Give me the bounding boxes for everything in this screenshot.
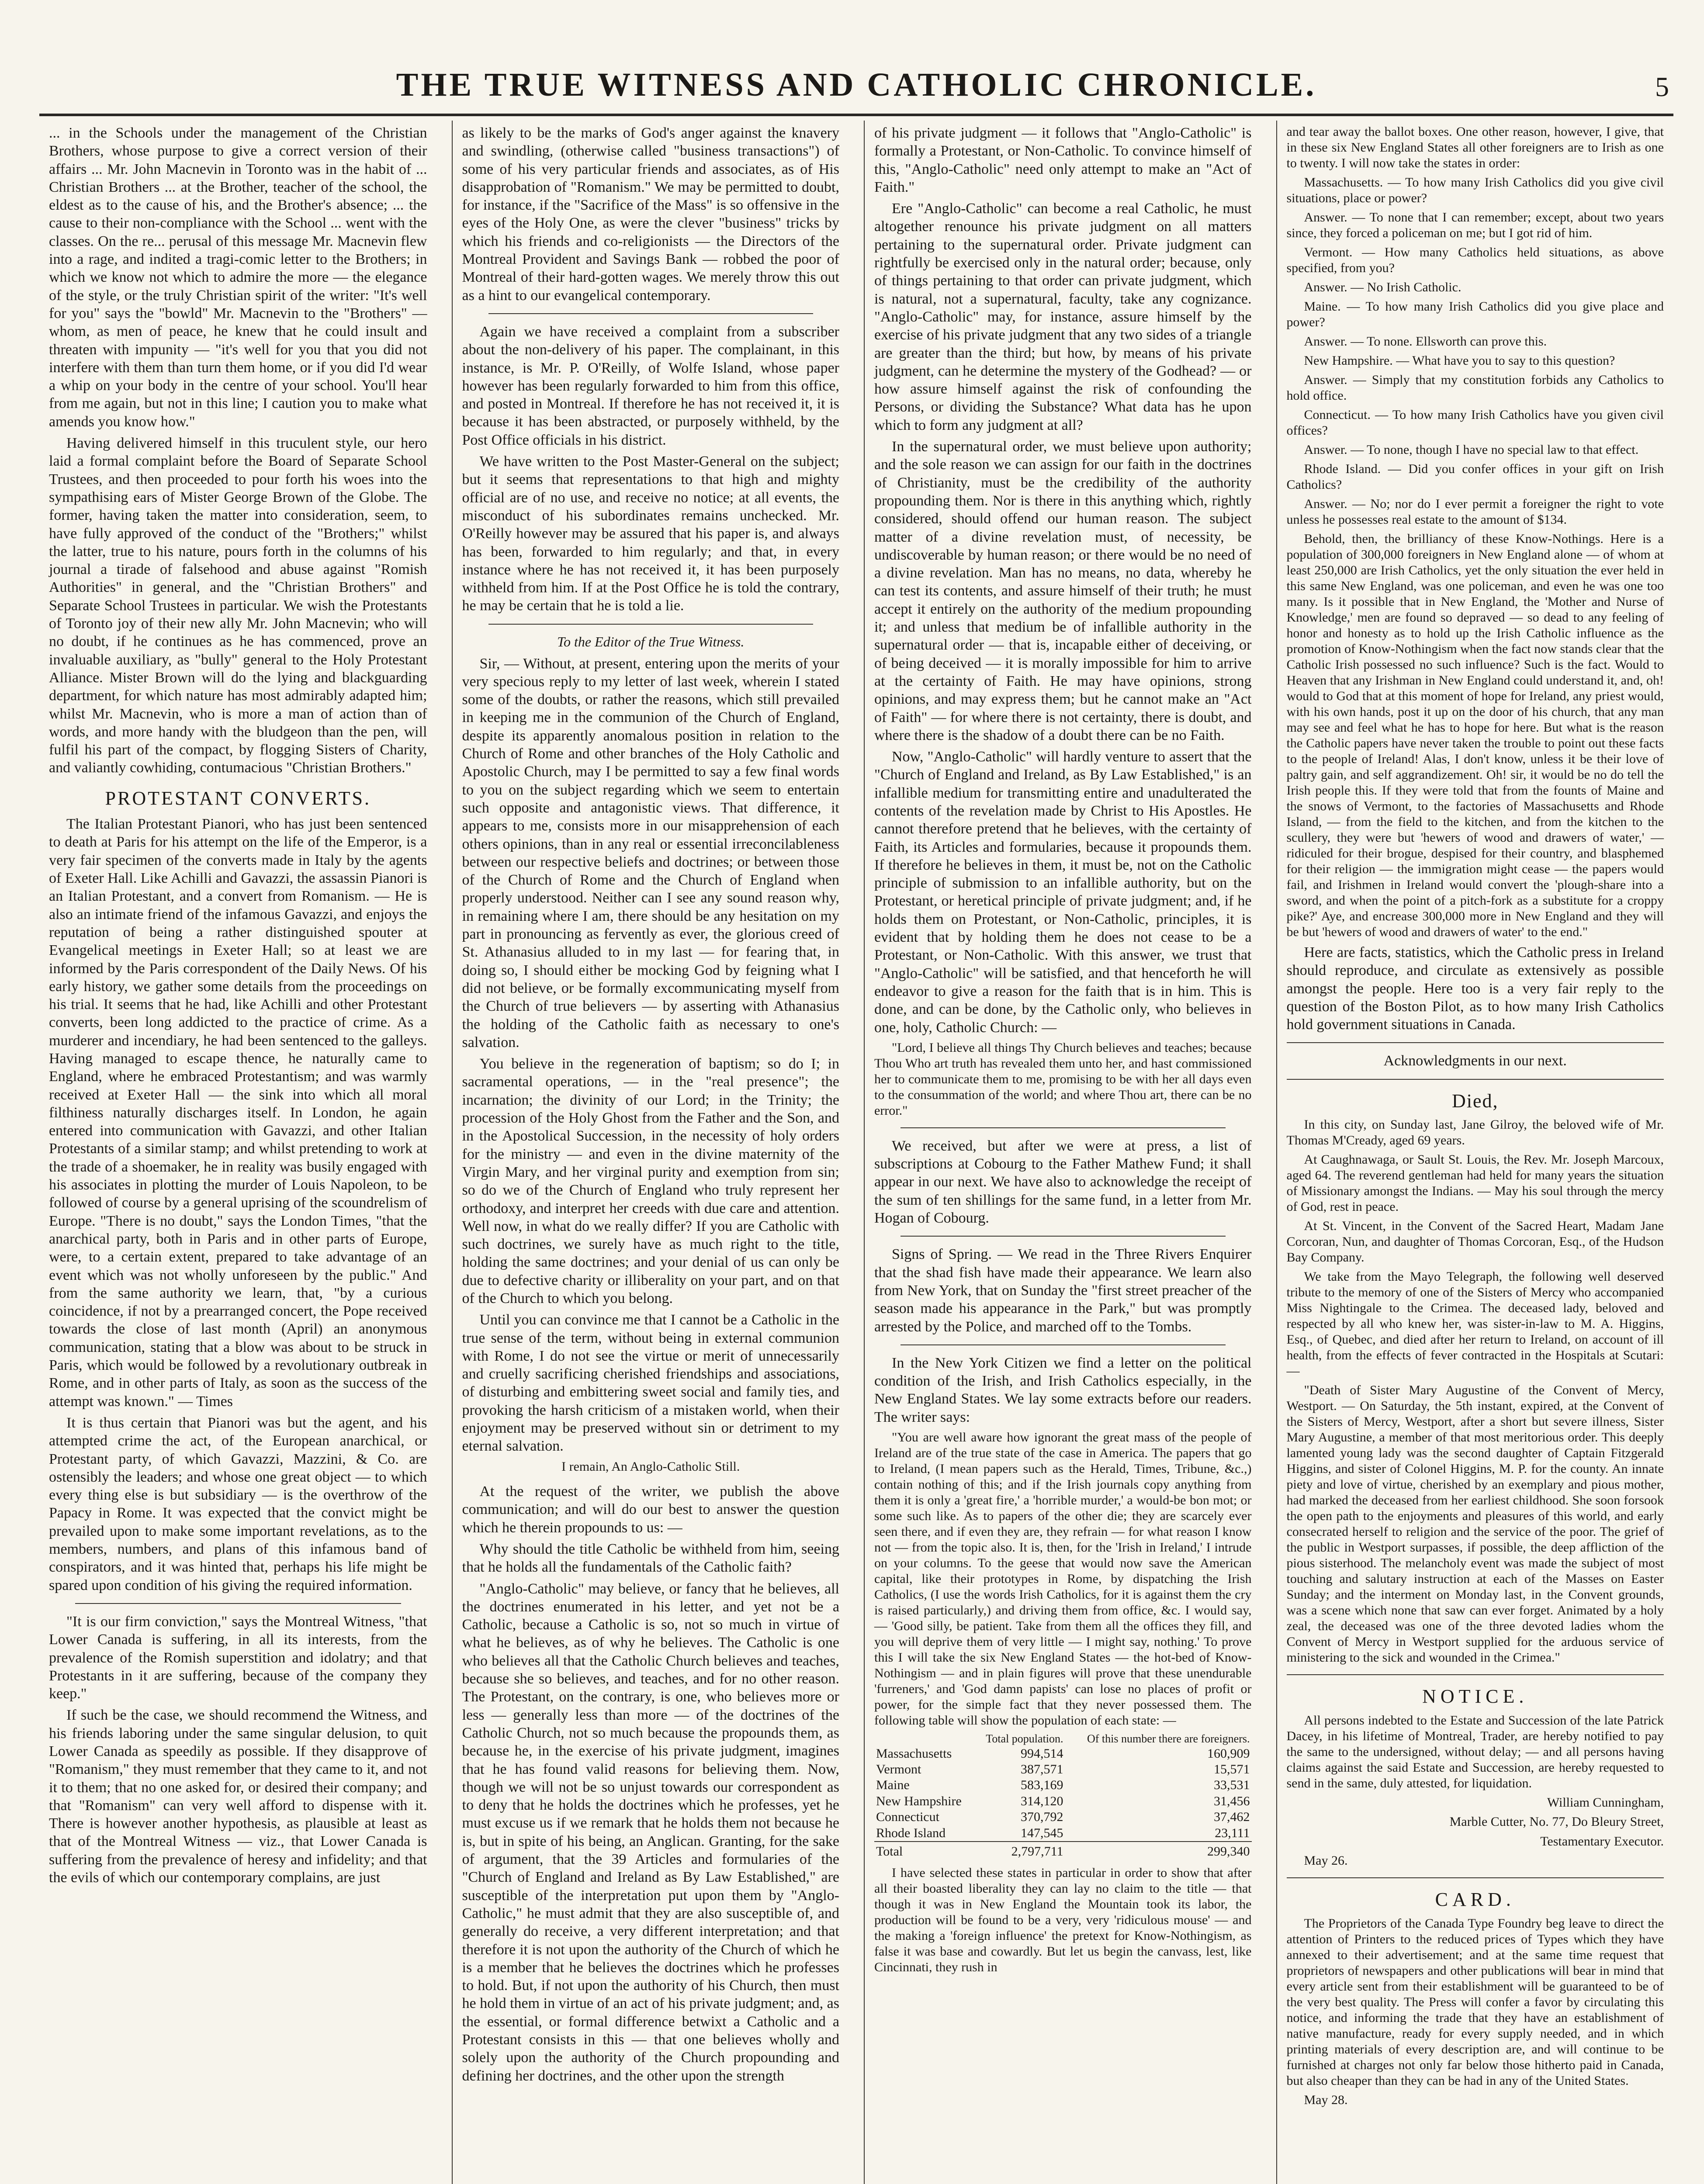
paragraph: as likely to be the marks of God's anger against the knavery and swindling, (otherwise called "business transactions") of some of his very particular friends and associates, as of His disapprobation of "Romanism." We may be permitted to doubt, for instance, if the "Sacrifice of the Mass" is so offensive in the eyes of the Holy One, as were the clever "business" tricks by which his friends and co-religionists — the Directors of the Montreal Provident and Savings Bank — robbed the poor of Montreal of their hard-gotten wages. We merely throw this out as a hint to our evangelical contemporary. <box>462 125 839 304</box>
obituary: At St. Vincent, in the Convent of the Sacred Heart, Madam Jane Corcoran, Nun, and daughter of Thomas Corcoran, Esq., of the Hudson Bay Company. <box>1286 1219 1664 1265</box>
paragraph: In the supernatural order, we must believe upon authority; and the sole reason we can assign for our faith in the doctrines of Christianity, must be the credibility of the authority propounding them. Nor is there in this anything which, rightly considered, should offend our human reason. The subject matter of a divine revelation must, of necessity, be undiscoverable by human reason; or there would be no need of a divine revelation. Man has no means, no data, whereby he can test its contents, and assure himself of their truth; he must accept it entirely on the authority of the medium propounding it; and unless that medium be of infallible authority in the supernatural order — that is, incapable either of deceiving, or of being deceived — it is morally impossible for him to arrive at the certainty of Faith. He may have opinions, strong opinions, and may express them; but he cannot make an "Act of Faith" — for where there is not certainty, there is doubt, and where there is the shadow of a doubt there can be no Faith. <box>874 439 1252 743</box>
notice-signature-name: William Cunningham, <box>1547 1795 1664 1810</box>
paragraph: ... in the Schools under the management of the Christian Brothers, whose purpose to give a correct version of their affairs ... Mr. John Macnevin in Toronto was in the habit of ... Christian Brothers ... at the Brother, teacher of the school, the eldest as to the cause of his, and the Brother's absence; ... the cause to their non-compliance with the School ... went with the classes. On the re... perusal of this message Mr. Macnevin flew into a rage, and indited a tragi-comic letter to the Brothers; in which we know not which to admire the more — the elegance of the style, or the truly Christian spirit of the writer: "It's well for you" says the "bowld" Mr. Macnevin to the "Brothers" — whom, as men of peace, he knew that he could insult and threaten with impunity — "it's well for you that you did not interfere with them than turn them home, or if you did I'd wear a whip on your body in the centre of your school. You'll hear from me again, but not in this line; I caution you to make what amends you know how." <box>49 125 427 430</box>
table-cell: Total <box>874 1842 974 1859</box>
table-cell: 314,120 <box>1021 1794 1063 1808</box>
paragraph: "It is our firm conviction," says the Montreal Witness, "that Lower Canada is suffering, in all its interests, from the prevalence of the Romish superstition and idolatry; and that Protestants in it are suffering, because of the company they keep." <box>49 1613 427 1702</box>
qa-line: Connecticut. — To how many Irish Catholics have you given civil offices? <box>1286 408 1664 438</box>
paragraph: Why should the title Catholic be withheld from him, seeing that he holds all the fundamentals of the Catholic faith? <box>462 1541 839 1576</box>
table-cell: 37,462 <box>1214 1810 1250 1825</box>
table-row <box>874 1794 1252 1809</box>
divider <box>75 1603 401 1604</box>
masthead <box>39 26 1673 116</box>
notice-date: May 26. <box>1304 1853 1348 1868</box>
table-cell: 2,797,711 <box>974 1842 1065 1859</box>
qa-line: Answer. — No; nor do I ever permit a foreigner the right to vote unless he possesses real estate to the amount of $134. <box>1286 497 1664 527</box>
section-heading: PROTESTANT CONVERTS. <box>105 787 371 809</box>
table-row <box>874 1746 1252 1762</box>
obituary: In this city, on Sunday last, Jane Gilroy, the beloved wife of Mr. Thomas M'Cready, aged 69 years. <box>1286 1117 1664 1148</box>
qa-line: Massachusetts. — To how many Irish Catholics did you give civil situations, place or power? <box>1286 175 1664 205</box>
table-cell: Rhode Island <box>876 1825 946 1840</box>
obituary: At Caughnawaga, or Sault St. Louis, the Rev. Mr. Joseph Marcoux, aged 64. The reverend gentleman had held for many years the situation of Missionary amongst the Indians. — May his soul through the mercy of God, rest in peace. <box>1286 1152 1664 1214</box>
qa-line: Answer. — To none, though I have no special law to that effect. <box>1304 442 1639 457</box>
column-3 <box>864 121 1261 2184</box>
notice-signature-role: Testamentary Executor. <box>1540 1834 1664 1849</box>
obituary: "Death of Sister Mary Augustine of the Convent of Mercy, Westport. — On Saturday, the 5th instant, expired, at the Convent of the Sisters of Mercy, Westport, after a short but severe illness, Sister Mary Augustine, a member of that most meritorious order. This deeply lamented young lady was the second daughter of Captain Fitzgerald Higgins, and sister of Colonel Higgins, M. P. for the county. An innate piety and love of virtue, cherished by an exemplary and pious mother, had marked the deceased from her earliest childhood. She soon forsook the open path to the enjoyments and pleasures of this world, and early consecrated herself to religion and the service of the poor. The grief of the public in Westport surpasses, if possible, the deep affliction of the pious sisterhood. The melancholy event was made the subject of most touching and salutary instruction at each of the Masses on Easter Sunday; and the interment on Monday last, in the Convent grounds, was a scene which none that saw can ever forget. Animated by a holy zeal, the deceased was one of the three devoted ladies whom the Convent of Mercy in Westport supplied for the arduous service of ministering to the sick and wounded in the Crimea." <box>1286 1383 1664 1665</box>
table-cell: 387,571 <box>1021 1762 1063 1777</box>
divider <box>900 1236 1226 1237</box>
card-text: The Proprietors of the Canada Type Foundry beg leave to direct the attention of Printers to the reduced prices of Types which they have annexed to their advertisement; and at the same time request that proprietors of newspapers and other publications will bear in mind that every article sent from their establishment will be guaranteed to be of the very best quality. The Press will confer a favor by circulating this notice, and informing the trade that they have an establishment of native manufacture, ready for every supply needed, and in which printing materials of every description are, and will continue to be furnished at charges not only far below those hitherto paid in Canada, but also cheaper than they can be had in any of the United States. <box>1286 1916 1664 2088</box>
table-cell: 15,571 <box>1214 1762 1250 1777</box>
table-cell: 33,531 <box>1214 1778 1250 1793</box>
paragraph: Sir, — Without, at present, entering upon the merits of your very specious reply to my letter of last week, wherein I stated some of the doubts, or rather the reasons, which still prevailed in keeping me in the communion of the Church of England, despite its apparently anomalous position in relation to the Church of Rome and other branches of the Holy Catholic and Apostolic Church, may I be permitted to say a few final words to you on the subject regarding which we seem to entertain such opposite and antagonistic views. That difference, it appears to me, consists more in our misapprehension of each others opinions, than in any real or essential irreconcilableness between our respective beliefs and doctrines; or between those of the Church of Rome and the Church of England when properly understood. Neither can I see any sound reason why, in remaining where I am, there should be any hesitation on my part in pronouncing as fervently as ever, the glorious creed of St. Athanasius alluded to in my last — for fearing that, in doing so, I should either be mocking God by feigning what I did not believe, or be formally excommunicating myself from the Church of true believers — by asserting with Athanasius the holding of the Catholic faith as necessary to one's salvation. <box>462 655 839 1051</box>
table-row <box>874 1809 1252 1825</box>
paragraph: Until you can convince me that I cannot be a Catholic in the true sense of the term, without being in external communion with Rome, I do not see the virtue or merit of unnecessarily and cruelly sacrificing cherished friendships and associations, of disturbing and embittering sweet social and family ties, and provoking the harsh criticism of a mistaken world, when their enjoyment may be preserved without sin or detriment to my eternal salvation. <box>462 1312 839 1455</box>
paragraph: If such be the case, we should recommend the Witness, and his friends laboring under the same singular delusion, to quit Lower Canada as speedily as possible. If they disapprove of "Romanism," they must remember that they came to it, and not it to them; that no one asked for, or desired their company; and that "Romanism" can very well afford to dispense with it. There is however another hypothesis, as plausible at least as that of the Montreal Witness — viz., that Lower Canada is suffering from the prevalence of heresy and infidelity; and that the evils of which our contemporary complains, are just <box>49 1707 427 1886</box>
table-header <box>874 1732 974 1746</box>
table-cell: 147,545 <box>1021 1825 1063 1840</box>
table-cell: New Hampshire <box>876 1794 962 1808</box>
paragraph: Now, "Anglo-Catholic" will hardly venture to assert that the "Church of England and Ireland, as By Law Established," is an infallible medium for transmitting entire and unadulterated the contents of the revelation made by Christ to His Apostles. He cannot therefore pretend that he believes, with the certainty of Faith, its Articles and formularies, because it propounds them. If therefore he believes in them, it must be, not on the Catholic principle of submission to an infallible authority, but on the Protestant, or heretical principle of private judgment; and, if he holds them on Protestant, or Non-Catholic, principles, it is evident that by holding them he does not cease to be a Protestant, or Non-Catholic. With this answer, we trust that "Anglo-Catholic" will be satisfied, and that henceforth he will endeavor to give a reason for the faith that is in him. This is done, and can be done, by the Catholic only, who believes in one, holy, Catholic Church: — <box>874 749 1252 1036</box>
paragraph: Signs of Spring. — We read in the Three Rivers Enquirer that the shad fish have made their appearance. We learn also from New York, that on Sunday the "first street preacher of the season made his appearance in the Park," but was promptly arrested by the Police, and marched off to the Tombs. <box>874 1246 1252 1335</box>
quoted-prayer: "Lord, I believe all things Thy Church believes and teaches; because Thou Who art truth has revealed them unto her, and hast commissioned her to communicate them to me, promising to be with her all days even to the consummation of the world; and where Thou art, there can be no error." <box>874 1040 1252 1118</box>
table-cell: Connecticut <box>876 1810 939 1825</box>
table-cell: Vermont <box>876 1762 921 1777</box>
paragraph: It is thus certain that Pianori was but the agent, and his attempted crime the act, of the European anarchical, or Protestant party, of which Gavazzi, Mazzini, & Co. are ostensibly the leaders; and whose one great object — to which every thing else is but subsidiary — is the overthrow of the Papacy in Rome. It was expected that the convict might be prevailed upon to make some important revelations, as to the members, numbers, and plans of this infamous band of conspirators, and it was hinted that, perhaps his life might be spared upon condition of his giving the required information. <box>49 1414 427 1593</box>
paragraph: Ere "Anglo-Catholic" can become a real Catholic, he must altogether renounce his private judgment on all matters pertaining to the supernatural order. Private judgment can rightfully be exercised only in the natural order; because, only of things pertaining to that order can private judgment, which is natural, not a supernatural, faculty, take any cognizance. "Anglo-Catholic" may, for instance, assure himself by the exercise of his private judgment that any two sides of a triangle are greater than the third; but how, by means of his private judgment, can he determine the mystery of the Godhead? — or how assure himself against the risk of confounding the Persons, or dividing the Substance? What data has he upon which to form any judgment at all? <box>874 200 1252 433</box>
notice-heading: NOTICE. <box>1422 1686 1528 1707</box>
newspaper-title: THE TRUE WITNESS AND CATHOLIC CHRONICLE. <box>396 66 1317 103</box>
table-cell: 994,514 <box>1021 1746 1063 1761</box>
paragraph: and tear away the ballot boxes. One other reason, however, I give, that in these six New England States all other foreigners are to Irish as one to twenty. I will now take the states in order: <box>1286 124 1664 170</box>
divider <box>1287 1674 1664 1675</box>
table-header: Total population. <box>986 1732 1063 1745</box>
paragraph: We have written to the Post Master-General on the subject; but it seems that representations to that high and mighty official are of no use, and receive no notice; at all events, the misconduct of his subordinates remains unchecked. Mr. O'Reilly however may be assured that his paper is, and always has been, forwarded to him regularly; and that, in every instance where he has not received it, it has been purposely withheld from him. If at the Post Office he is told the contrary, he may be certain that he is told a lie. <box>462 453 839 614</box>
qa-line: Answer. — Simply that my constitution forbids any Catholics to hold office. <box>1286 373 1664 403</box>
table-cell: Massachusetts <box>876 1746 952 1761</box>
paragraph: "Anglo-Catholic" may believe, or fancy that he believes, all the doctrines enumerated in his letter, and yet not be a Catholic, because a Catholic is so, not so much in virtue of what he believes, as of why he believes. The Catholic is one who believes all that the Catholic Church believes and teaches, because she so believes, and teaches, and for no other reason. The Protestant, on the contrary, is one, who believes more or less — generally less than more — of the doctrines of the Catholic Church, not so much because the propounds them, as because he, in the exercise of his private judgment, imagines that he has found valid reasons for believing them. Now, though we will not be so unjust towards our correspondent as to deny that he holds the doctrines which he professes, yet he must excuse us if we remark that he holds them not because he is, but in spite of his being, an Anglican. Granting, for the sake of argument, that the 39 Articles and formularies of the "Church of England and Ireland as By Law Established," are susceptible of the interpretation put upon them by "Anglo-Catholic," he must admit that they are also susceptible of, and generally do receive, a very different interpretation; and that therefore it is not upon the authority of the Church of which he is a member that he believes the doctrines which he professes to hold. But, if not upon the authority of his Church, then must he hold them in virtue of an act of his private judgment; and, as the essential, or formal difference betwixt a Catholic and a Protestant consists in this — that one believes wholly and solely upon the authority of the Church propounding and defining her doctrines, and the other upon the strength <box>462 1580 839 2084</box>
paragraph: of his private judgment — it follows that "Anglo-Catholic" is formally a Protestant, or Non-Catholic. To convince himself of this, "Anglo-Catholic" need only attempt to make an "Act of Faith." <box>874 125 1252 195</box>
paragraph: The Italian Protestant Pianori, who has just been sentenced to death at Paris for his attempt on the life of the Emperor, is a very fair specimen of the converts made in Italy by the agents of Exeter Hall. Like Achilli and Gavazzi, the assassin Pianori is an Italian Protestant, and a convert from Romanism. — He is also an intimate friend of the infamous Gavazzi, and enjoys the reputation of being a rather distinguished spouter at Evangelical meetings in Exeter Hall; so at least we are informed by the Paris correspondent of the Daily News. Of his early history, we gather some details from the proceedings on his trial. It seems that he had, like Achilli and other Protestant converts, been long addicted to the practice of crime. As a murderer and incendiary, he had been sentenced to the galleys. Having managed to escape thence, he naturally came to England, where he embraced Protestantism; and was warmly received at Exeter Hall — the sink into which all moral filthiness naturally discharges itself. In London, he again entered into communication with Gavazzi, and other Italian Protestants of a similar stamp; and whilst pretending to work at the trade of a shoemaker, he in reality was busily engaged with his associates in plotting the murder of Louis Napoleon, to be followed of course by a general uprising of the scoundrelism of Europe. "There is no doubt," says the London Times, "that the anarchical party, both in Paris and in other parts of Europe, were, to a certain extent, prepared to take advantage of an event which was not wholly unforeseen by the public." And from the same authority we learn, that, "by a curious coincidence, if not by a prearranged concert, the Pope received towards the close of last month (April) an anonymous communication, stating that a blow was about to be struck in Paris, which would be followed by a revolutionary outbreak in Rome, and in other parts of Italy, as soon as the success of the attempt was known." — Times <box>49 816 427 1410</box>
obituary: We take from the Mayo Telegraph, the following well deserved tribute to the memory of one of the Sisters of Mercy who accompanied Miss Nightingale to the Crimea. The deceased lady, beloved and respected by all who knew her, was sister-in-law to M. A. Higgins, Esq., of Quebec, and died after her return to Ireland, on account of ill health, from the effects of fever contracted in the Hospitals at Scutari: — <box>1286 1269 1664 1379</box>
paragraph: Behold, then, the brilliancy of these Know-Nothings. Here is a population of 300,000 foreigners in New England alone — of whom at least 250,000 are Irish Catholics, yet the only situation the ever held in this same New England, was one policeman, and even he was one too many. Is it possible that in New England, the 'Mother and Nurse of Knowledge,' men are found so depraved — so dead to any feeling of honor and honesty as to hold up the Irish Catholic influence as the promotion of Know-Nothingism when the fact now stands clear that the Catholic Irish possessed no such influence? Such is the fact. Would to Heaven that any Irishman in New England could understand it, and, oh! would to God that at this moment of hope for Ireland, any priest would, with his own hands, post it up on the door of his church, that any man may see and feel what he has to hope for here. But what is the reason the Catholic papers have never taken the trouble to point out these facts to the people of Ireland! Alas, I don't know, unless it be their love of paltry gain, and self aggrandizement. Oh! sir, it would be no do tell the Irish people this. If they were told that from the founts of Maine and the snows of Vermont, to the factories of Massachusetts and Rhode Island, — from the field to the kitchen, and from the kitchen to the scullery, they were but 'hewers of wood and drawers of water,' — ridiculed for their brogue, despised for their country, and blasphemed for their religion — the immigration might cease — the papers would fail, and Irishmen in Ireland would convert the 'plough-share into a sword, and when the point of a pitch-fork as a substitute for a croppy pike?' Aye, and encrease 300,000 more in New England and they will be but 'hewers of wood and drawers of water' to the end." <box>1286 532 1664 939</box>
died-heading: Died, <box>1451 1090 1499 1112</box>
qa-line: Vermont. — How many Catholics held situations, as above specified, from you? <box>1286 245 1664 275</box>
column-1 <box>39 121 437 2184</box>
table-row <box>874 1777 1252 1793</box>
qa-line: New Hampshire. — What have you to say to this question? <box>1304 353 1615 368</box>
letter-signoff: I remain, An Anglo-Catholic Still. <box>561 1459 740 1474</box>
paragraph: In the New York Citizen we find a letter on the political condition of the Irish, and Irish Catholics especially, in the New England States. We lay some extracts before our readers. The writer says: <box>874 1355 1252 1425</box>
letter-heading: To the Editor of the True Witness. <box>557 633 745 650</box>
paragraph: I have selected these states in particular in order to show that after all their boasted liberality they can lay no claim to the title — that though it was in New England the Mountain took its labor, the production will be found to be a very, very 'ridiculous mouse' — and the making a 'foreign influence' the pretext for Know-Nothingism, as false it was base and cowardly. But let us begin the canvass, lest, like Cincinnati, they rush in <box>874 1865 1252 1974</box>
qa-line: Maine. — To how many Irish Catholics did you give place and power? <box>1286 299 1664 329</box>
acknowledgments-line: Acknowledgments in our next. <box>1383 1053 1567 1069</box>
population-table <box>874 1732 1252 1860</box>
paragraph: At the request of the writer, we publish the above communication; and will do our best to answer the question which he therein propounds to us: — <box>462 1483 839 1536</box>
qa-line: Answer. — No Irish Catholic. <box>1304 280 1462 294</box>
column-4 <box>1276 121 1674 2184</box>
divider <box>1287 1079 1664 1080</box>
paragraph: Here are facts, statistics, which the Catholic press in Ireland should reproduce, and circulate as extensively as possible amongst the people. Here too is a very fair reply to the question of the Boston Pilot, as to how many Irish Catholics hold government situations in Canada. <box>1286 944 1664 1033</box>
table-row <box>874 1762 1252 1777</box>
qa-line: Answer. — To none. Ellsworth can prove this. <box>1304 334 1547 349</box>
page-number: 5 <box>1655 71 1669 102</box>
table-header: Of this number there are foreigners. <box>1087 1732 1250 1745</box>
divider <box>488 624 814 625</box>
card-heading: CARD. <box>1435 1889 1515 1911</box>
table-total-row <box>874 1842 1252 1859</box>
table-cell: 160,909 <box>1207 1746 1250 1761</box>
table-cell: 583,169 <box>1021 1778 1063 1793</box>
table-row <box>874 1825 1252 1842</box>
table-cell: Maine <box>876 1778 910 1793</box>
paragraph: We received, but after we were at press, a list of subscriptions at Cobourg to the Father Mathew Fund; it shall appear in our next. We have also to acknowledge the receipt of the sum of ten shillings for the same fund, in a letter from Mr. Hogan of Cobourg. <box>874 1137 1252 1227</box>
table-cell: 299,340 <box>1065 1842 1252 1859</box>
card-date: May 28. <box>1304 2092 1348 2107</box>
divider <box>1287 1042 1664 1043</box>
divider <box>488 313 814 314</box>
paragraph: Again we have received a complaint from a subscriber about the non-delivery of his paper. The complainant, in this instance, is Mr. P. O'Reilly, of Wolfe Island, whose paper however has been regularly forwarded to him from this office, and posted in Montreal. If therefore he has not received it, it is because it has been abstracted, or purposely withheld, by the Post Office officials in his district. <box>462 323 839 448</box>
paragraph: "You are well aware how ignorant the great mass of the people of Ireland are of the true state of the case in America. The papers that go to Ireland, (I mean papers such as the Herald, Times, Tribune, &c.,) contain nothing of this; and if the Irish journals copy anything from them it is only a 'great fire,' a 'horrible murder,' a would-be bon mot; or some such like. As to papers of the other die; they are scarcely ever seen there, and if even they are, they refrain — for what reason I know not — from the topic also. It is, then, for the 'Irish in Ireland,' I intrude on your columns. To the geese that would now save the American capital, like their prototypes in Rome, by dispatching the Irish Catholics, (I use the words Irish Catholics, for it is against them the cry is raised particularly,) and driving them from office, &c. I would say, — 'Good silly, be patient. Take from them all the offices they fill, and you will deprive them of very little — I might say, nothing.' To prove this I will take the six New England States — the hot-bed of Know-Nothingism — and in plain figures will prove that these unendurable 'furreners,' and 'God damn papists' can lose no places of profit or power, for the simple fact that they never possessed them. The following table will show the population of each state: — <box>874 1430 1252 1728</box>
paragraph: You believe in the regeneration of baptism; so do I; in sacramental operations, — in the "real presence"; the incarnation; the divinity of our Lord; in the Trinity; the procession of the Holy Ghost from the Father and the Son, and in the Apostolical Succession, in the necessity of holy orders for the ministry — and even in the divine maternity of the Virgin Mary, and her virginal purity and exemption from sin; so do we of the Church of England who truly represent her orthodoxy, and interpret her creeds with due care and attention. Well now, in what do we really differ? If you are Catholic with such doctrines, we surely have as much right to the title, holding the same doctrines; and your denial of us can only be due to defective charity or illiberality on your part, and on that of the Church to which you belong. <box>462 1056 839 1306</box>
paragraph: Having delivered himself in this truculent style, our hero laid a formal complaint before the Board of Separate School Trustees, and then proceeded to pour forth his woes into the sympathising ears of Mister George Brown of the Globe. The former, having taken the matter into consideration, seem, to have fully approved of the conduct of the "Brothers;" whilst the latter, true to his nature, pours forth in the columns of his journal a tirade of falsehood and abuse against "Romish Authorities" in general, and the "Christian Brothers" and Separate School Trustees in particular. We wish the Protestants of Toronto joy of their new ally Mr. John Macnevin; who will no doubt, if he continues as he has commenced, prove an invaluable auxiliary, as "bully" general to the Holy Protestant Alliance. Mister Brown will do the lying and blackguarding department, for which nature has most admirably adapted him; whilst Mr. Macnevin, who is more a man of action than of words, and more handy with the bludgeon than the pen, will fulfil his part of the compact, by flogging Sisters of Charity, and valiantly cowhiding, contumacious "Christian Brothers." <box>49 435 427 776</box>
table-cell: 370,792 <box>1021 1810 1063 1825</box>
divider <box>900 1344 1226 1345</box>
notice-text: All persons indebted to the Estate and Succession of the late Patrick Dacey, in his lifetime of Montreal, Trader, are hereby notified to pay the same to the undersigned, without delay; — and all persons having claims against the said Estate and Succession, are hereby requested to send in the same, duly attested, for liquidation. <box>1286 1713 1664 1790</box>
column-2 <box>452 121 849 2184</box>
notice-signature-address: Marble Cutter, No. 77, Do Bleury Street, <box>1449 1814 1664 1829</box>
qa-line: Rhode Island. — Did you confer offices in your gift on Irish Catholics? <box>1286 462 1664 492</box>
qa-line: Answer. — To none that I can remember; except, about two years since, they forced a policeman on me; but I got rid of him. <box>1286 210 1664 240</box>
table-cell: 23,111 <box>1215 1825 1250 1840</box>
divider <box>1287 1877 1664 1878</box>
table-cell: 31,456 <box>1214 1794 1250 1808</box>
article-columns <box>39 121 1673 2184</box>
divider <box>900 1127 1226 1128</box>
